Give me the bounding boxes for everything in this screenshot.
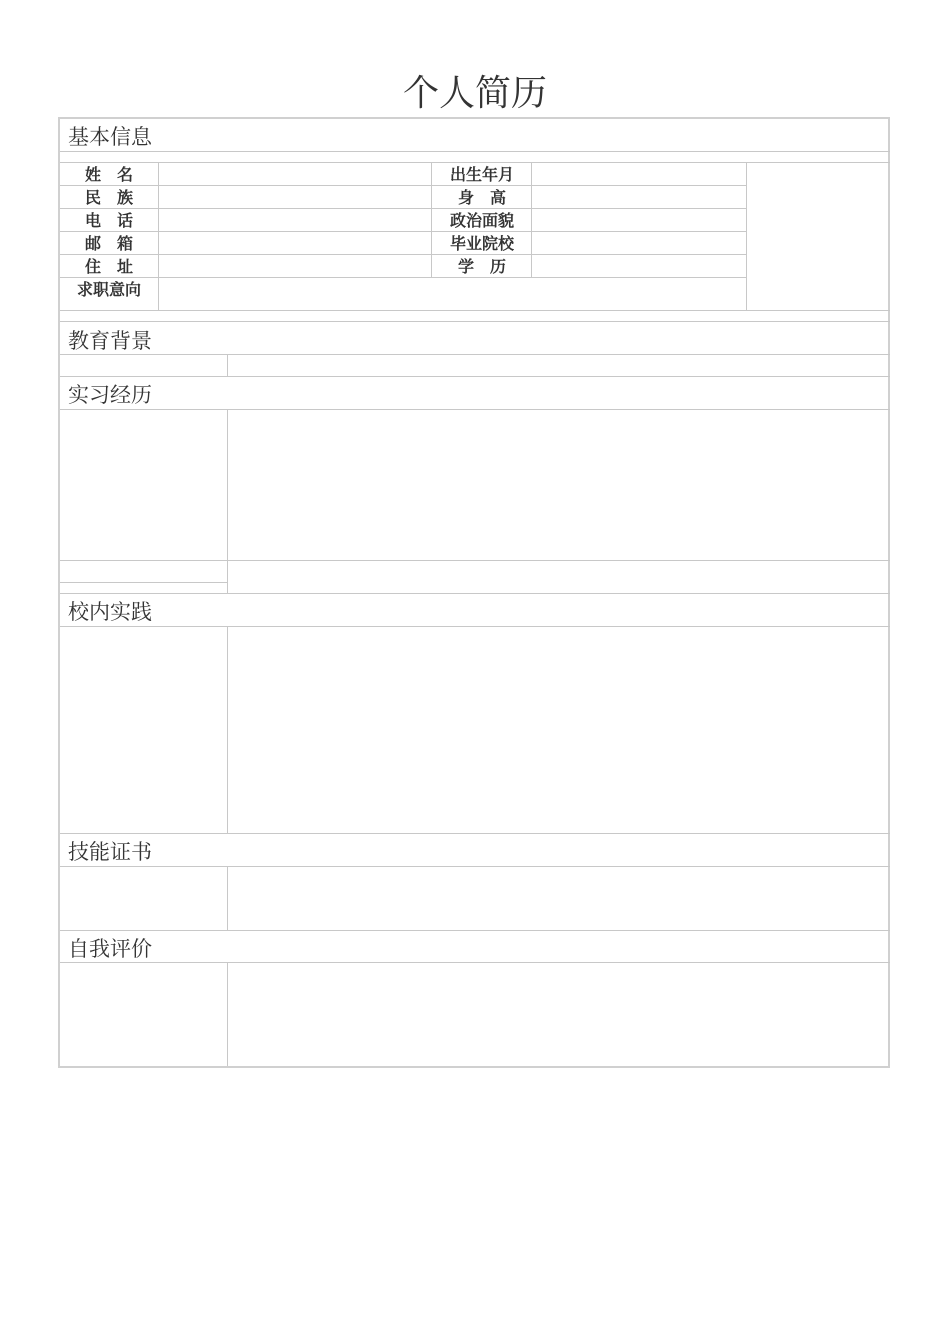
section-title-self-eval: 自我评价 — [68, 937, 152, 961]
label-birth: 出生年月 — [449, 165, 514, 184]
section-title-basic-info: 基本信息 — [68, 125, 152, 149]
divider — [60, 376, 890, 377]
section-title-education: 教育背景 — [68, 329, 152, 353]
internship-extra-cell[interactable] — [228, 561, 890, 593]
internship-date-cell[interactable] — [60, 410, 227, 560]
internship-content-cell[interactable] — [228, 410, 890, 560]
self-eval-content-cell[interactable] — [228, 963, 890, 1066]
divider — [60, 582, 227, 583]
divider — [60, 833, 890, 834]
value-birth[interactable] — [532, 163, 746, 185]
label-ethnicity: 民 族 — [84, 188, 133, 207]
divider — [60, 930, 890, 931]
label-phone: 电 话 — [84, 211, 133, 230]
value-name[interactable] — [159, 163, 431, 185]
value-objective[interactable] — [159, 278, 746, 310]
label-email: 邮 箱 — [84, 234, 133, 253]
divider — [60, 310, 890, 311]
photo-area[interactable] — [747, 163, 889, 310]
campus-content-cell[interactable] — [228, 627, 890, 833]
label-political: 政治面貌 — [449, 211, 514, 230]
education-content-cell[interactable] — [228, 355, 890, 376]
label-school: 毕业院校 — [449, 234, 514, 253]
label-address: 住 址 — [84, 257, 133, 276]
divider — [60, 151, 890, 152]
label-height: 身 高 — [457, 188, 506, 207]
page-title: 个人简历 — [402, 73, 547, 114]
divider — [60, 321, 890, 322]
divider — [60, 593, 890, 594]
value-address[interactable] — [159, 255, 431, 277]
value-degree[interactable] — [532, 255, 746, 277]
value-political[interactable] — [532, 209, 746, 231]
section-title-internship: 实习经历 — [68, 383, 152, 407]
value-email[interactable] — [159, 232, 431, 254]
label-objective: 求职意向 — [76, 280, 141, 299]
label-degree: 学 历 — [457, 257, 506, 276]
skills-content-cell[interactable] — [228, 867, 890, 930]
campus-date-cell[interactable] — [60, 627, 227, 833]
value-school[interactable] — [532, 232, 746, 254]
value-ethnicity[interactable] — [159, 186, 431, 208]
value-phone[interactable] — [159, 209, 431, 231]
self-eval-label-cell[interactable] — [60, 963, 227, 1066]
section-title-skills: 技能证书 — [68, 840, 152, 864]
skills-label-cell[interactable] — [60, 867, 227, 930]
label-name: 姓 名 — [84, 165, 133, 184]
value-height[interactable] — [532, 186, 746, 208]
education-date-cell[interactable] — [60, 355, 227, 376]
section-title-campus: 校内实践 — [68, 600, 152, 624]
